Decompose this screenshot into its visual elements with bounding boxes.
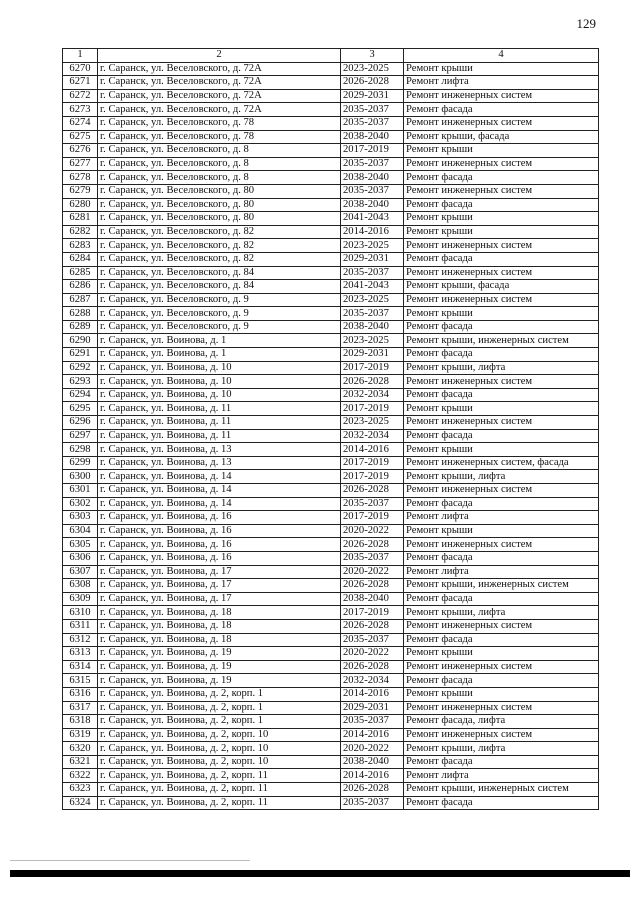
header-cell-period: 3 xyxy=(341,49,404,63)
cell-number: 6296 xyxy=(63,416,98,430)
cell-address: г. Саранск, ул. Веселовского, д. 78 xyxy=(98,116,341,130)
table-row xyxy=(63,633,599,647)
cell-number: 6271 xyxy=(63,76,98,90)
cell-work: Ремонт инженерных систем xyxy=(404,660,599,674)
cell-number: 6292 xyxy=(63,361,98,375)
cell-address: г. Саранск, ул. Воинова, д. 2, корп. 1 xyxy=(98,687,341,701)
cell-number: 6297 xyxy=(63,429,98,443)
cell-number: 6304 xyxy=(63,524,98,538)
cell-address: г. Саранск, ул. Веселовского, д. 80 xyxy=(98,212,341,226)
cell-number: 6312 xyxy=(63,633,98,647)
cell-address: г. Саранск, ул. Воинова, д. 10 xyxy=(98,388,341,402)
table-row xyxy=(63,565,599,579)
cell-address: г. Саранск, ул. Воинова, д. 17 xyxy=(98,565,341,579)
table-row xyxy=(63,728,599,742)
cell-period: 2014-2016 xyxy=(341,769,404,783)
cell-period: 2023-2025 xyxy=(341,293,404,307)
table-row xyxy=(63,361,599,375)
cell-work: Ремонт крыши xyxy=(404,524,599,538)
cell-address: г. Саранск, ул. Веселовского, д. 9 xyxy=(98,307,341,321)
cell-number: 6311 xyxy=(63,619,98,633)
cell-work: Ремонт крыши, инженерных систем xyxy=(404,334,599,348)
cell-period: 2035-2037 xyxy=(341,497,404,511)
cell-address: г. Саранск, ул. Воинова, д. 19 xyxy=(98,660,341,674)
cell-work: Ремонт крыши, лифта xyxy=(404,606,599,620)
cell-period: 2023-2025 xyxy=(341,416,404,430)
table-row xyxy=(63,184,599,198)
cell-period: 2038-2040 xyxy=(341,198,404,212)
cell-work: Ремонт инженерных систем xyxy=(404,266,599,280)
page-number: 129 xyxy=(576,16,596,31)
table-row xyxy=(63,619,599,633)
cell-address: г. Саранск, ул. Веселовского, д. 72А xyxy=(98,89,341,103)
cell-number: 6288 xyxy=(63,307,98,321)
table-row xyxy=(63,62,599,76)
cell-work: Ремонт фасада xyxy=(404,171,599,185)
cell-number: 6295 xyxy=(63,402,98,416)
cell-number: 6272 xyxy=(63,89,98,103)
cell-period: 2041-2043 xyxy=(341,280,404,294)
footer-thin-line xyxy=(10,860,250,861)
cell-address: г. Саранск, ул. Веселовского, д. 80 xyxy=(98,184,341,198)
table-row xyxy=(63,293,599,307)
cell-work: Ремонт крыши xyxy=(404,307,599,321)
cell-period: 2026-2028 xyxy=(341,660,404,674)
cell-address: г. Саранск, ул. Воинова, д. 10 xyxy=(98,361,341,375)
cell-address: г. Саранск, ул. Воинова, д. 18 xyxy=(98,606,341,620)
cell-period: 2035-2037 xyxy=(341,266,404,280)
cell-period: 2020-2022 xyxy=(341,647,404,661)
cell-work: Ремонт лифта xyxy=(404,76,599,90)
header-cell-work: 4 xyxy=(404,49,599,63)
cell-number: 6287 xyxy=(63,293,98,307)
cell-number: 6283 xyxy=(63,239,98,253)
cell-period: 2035-2037 xyxy=(341,307,404,321)
cell-work: Ремонт инженерных систем xyxy=(404,619,599,633)
table-row xyxy=(63,524,599,538)
cell-work: Ремонт фасада, лифта xyxy=(404,715,599,729)
cell-period: 2014-2016 xyxy=(341,225,404,239)
cell-address: г. Саранск, ул. Воинова, д. 14 xyxy=(98,484,341,498)
table-row xyxy=(63,592,599,606)
repair-schedule-table xyxy=(62,48,599,810)
cell-work: Ремонт крыши, фасада xyxy=(404,130,599,144)
cell-period: 2032-2034 xyxy=(341,429,404,443)
cell-work: Ремонт крыши xyxy=(404,212,599,226)
table-row xyxy=(63,456,599,470)
cell-address: г. Саранск, ул. Веселовского, д. 84 xyxy=(98,266,341,280)
cell-address: г. Саранск, ул. Воинова, д. 17 xyxy=(98,579,341,593)
cell-period: 2038-2040 xyxy=(341,171,404,185)
table-row xyxy=(63,551,599,565)
cell-address: г. Саранск, ул. Воинова, д. 11 xyxy=(98,402,341,416)
cell-number: 6313 xyxy=(63,647,98,661)
cell-address: г. Саранск, ул. Воинова, д. 2, корп. 11 xyxy=(98,783,341,797)
cell-work: Ремонт лифта xyxy=(404,769,599,783)
cell-number: 6319 xyxy=(63,728,98,742)
cell-number: 6322 xyxy=(63,769,98,783)
cell-address: г. Саранск, ул. Веселовского, д. 82 xyxy=(98,252,341,266)
cell-work: Ремонт инженерных систем xyxy=(404,239,599,253)
cell-work: Ремонт фасада xyxy=(404,592,599,606)
cell-address: г. Саранск, ул. Воинова, д. 14 xyxy=(98,497,341,511)
cell-number: 6289 xyxy=(63,320,98,334)
cell-work: Ремонт инженерных систем xyxy=(404,293,599,307)
cell-address: г. Саранск, ул. Воинова, д. 11 xyxy=(98,429,341,443)
table-row xyxy=(63,402,599,416)
cell-number: 6279 xyxy=(63,184,98,198)
cell-period: 2020-2022 xyxy=(341,524,404,538)
cell-work: Ремонт инженерных систем xyxy=(404,728,599,742)
cell-address: г. Саранск, ул. Воинова, д. 13 xyxy=(98,456,341,470)
cell-number: 6281 xyxy=(63,212,98,226)
cell-number: 6284 xyxy=(63,252,98,266)
table-row xyxy=(63,157,599,171)
cell-work: Ремонт инженерных систем xyxy=(404,538,599,552)
cell-address: г. Саранск, ул. Воинова, д. 2, корп. 11 xyxy=(98,796,341,810)
cell-period: 2038-2040 xyxy=(341,130,404,144)
cell-work: Ремонт инженерных систем xyxy=(404,416,599,430)
cell-work: Ремонт крыши, лифта xyxy=(404,470,599,484)
cell-number: 6277 xyxy=(63,157,98,171)
cell-work: Ремонт крыши, лифта xyxy=(404,742,599,756)
cell-number: 6315 xyxy=(63,674,98,688)
cell-period: 2014-2016 xyxy=(341,728,404,742)
cell-work: Ремонт инженерных систем xyxy=(404,484,599,498)
table-row xyxy=(63,660,599,674)
table-row xyxy=(63,674,599,688)
cell-period: 2032-2034 xyxy=(341,674,404,688)
cell-address: г. Саранск, ул. Веселовского, д. 8 xyxy=(98,171,341,185)
cell-address: г. Саранск, ул. Воинова, д. 17 xyxy=(98,592,341,606)
cell-period: 2035-2037 xyxy=(341,633,404,647)
cell-number: 6308 xyxy=(63,579,98,593)
cell-work: Ремонт крыши, лифта xyxy=(404,361,599,375)
cell-period: 2026-2028 xyxy=(341,619,404,633)
cell-address: г. Саранск, ул. Воинова, д. 16 xyxy=(98,551,341,565)
cell-work: Ремонт крыши xyxy=(404,687,599,701)
cell-number: 6291 xyxy=(63,348,98,362)
cell-number: 6286 xyxy=(63,280,98,294)
cell-address: г. Саранск, ул. Воинова, д. 16 xyxy=(98,538,341,552)
table-row xyxy=(63,225,599,239)
cell-period: 2035-2037 xyxy=(341,184,404,198)
table-row xyxy=(63,484,599,498)
cell-work: Ремонт инженерных систем xyxy=(404,116,599,130)
table-row xyxy=(63,755,599,769)
cell-period: 2017-2019 xyxy=(341,456,404,470)
cell-period: 2041-2043 xyxy=(341,212,404,226)
cell-number: 6282 xyxy=(63,225,98,239)
cell-period: 2017-2019 xyxy=(341,606,404,620)
table-row xyxy=(63,647,599,661)
table-row xyxy=(63,606,599,620)
table-row xyxy=(63,280,599,294)
cell-address: г. Саранск, ул. Веселовского, д. 72А xyxy=(98,76,341,90)
cell-period: 2020-2022 xyxy=(341,742,404,756)
cell-period: 2026-2028 xyxy=(341,538,404,552)
table-row xyxy=(63,783,599,797)
cell-address: г. Саранск, ул. Воинова, д. 11 xyxy=(98,416,341,430)
cell-period: 2014-2016 xyxy=(341,443,404,457)
cell-number: 6301 xyxy=(63,484,98,498)
cell-number: 6285 xyxy=(63,266,98,280)
cell-number: 6316 xyxy=(63,687,98,701)
table-row xyxy=(63,266,599,280)
cell-period: 2038-2040 xyxy=(341,755,404,769)
table-row xyxy=(63,348,599,362)
header-row xyxy=(63,49,599,63)
cell-address: г. Саранск, ул. Веселовского, д. 9 xyxy=(98,320,341,334)
cell-address: г. Саранск, ул. Воинова, д. 2, корп. 1 xyxy=(98,715,341,729)
cell-address: г. Саранск, ул. Воинова, д. 13 xyxy=(98,443,341,457)
table-row xyxy=(63,375,599,389)
cell-work: Ремонт инженерных систем xyxy=(404,89,599,103)
cell-number: 6305 xyxy=(63,538,98,552)
table-row xyxy=(63,76,599,90)
cell-number: 6299 xyxy=(63,456,98,470)
table-row xyxy=(63,334,599,348)
cell-address: г. Саранск, ул. Веселовского, д. 72А xyxy=(98,62,341,76)
table-row xyxy=(63,116,599,130)
cell-work: Ремонт лифта xyxy=(404,565,599,579)
table-row xyxy=(63,579,599,593)
table-row xyxy=(63,538,599,552)
cell-number: 6309 xyxy=(63,592,98,606)
cell-number: 6300 xyxy=(63,470,98,484)
cell-work: Ремонт крыши, фасада xyxy=(404,280,599,294)
cell-work: Ремонт фасада xyxy=(404,633,599,647)
table-row xyxy=(63,252,599,266)
cell-period: 2026-2028 xyxy=(341,484,404,498)
cell-number: 6276 xyxy=(63,144,98,158)
cell-number: 6303 xyxy=(63,511,98,525)
cell-address: г. Саранск, ул. Воинова, д. 14 xyxy=(98,470,341,484)
cell-number: 6317 xyxy=(63,701,98,715)
cell-period: 2017-2019 xyxy=(341,470,404,484)
cell-work: Ремонт фасада xyxy=(404,497,599,511)
cell-work: Ремонт фасада xyxy=(404,674,599,688)
table-row xyxy=(63,769,599,783)
table-row xyxy=(63,796,599,810)
cell-work: Ремонт инженерных систем xyxy=(404,184,599,198)
table-row xyxy=(63,470,599,484)
table-row xyxy=(63,443,599,457)
cell-work: Ремонт фасада xyxy=(404,320,599,334)
cell-period: 2020-2022 xyxy=(341,565,404,579)
cell-number: 6321 xyxy=(63,755,98,769)
cell-address: г. Саранск, ул. Веселовского, д. 84 xyxy=(98,280,341,294)
cell-address: г. Саранск, ул. Воинова, д. 2, корп. 11 xyxy=(98,769,341,783)
cell-address: г. Саранск, ул. Веселовского, д. 8 xyxy=(98,144,341,158)
cell-address: г. Саранск, ул. Воинова, д. 2, корп. 10 xyxy=(98,742,341,756)
cell-number: 6302 xyxy=(63,497,98,511)
cell-address: г. Саранск, ул. Веселовского, д. 80 xyxy=(98,198,341,212)
cell-period: 2038-2040 xyxy=(341,592,404,606)
cell-work: Ремонт лифта xyxy=(404,511,599,525)
cell-work: Ремонт инженерных систем xyxy=(404,701,599,715)
cell-work: Ремонт крыши xyxy=(404,402,599,416)
cell-work: Ремонт крыши xyxy=(404,225,599,239)
cell-work: Ремонт крыши xyxy=(404,647,599,661)
table-row xyxy=(63,212,599,226)
cell-period: 2038-2040 xyxy=(341,320,404,334)
cell-period: 2035-2037 xyxy=(341,157,404,171)
table-row xyxy=(63,715,599,729)
cell-period: 2035-2037 xyxy=(341,715,404,729)
table-row xyxy=(63,130,599,144)
cell-address: г. Саранск, ул. Веселовского, д. 9 xyxy=(98,293,341,307)
cell-number: 6323 xyxy=(63,783,98,797)
cell-period: 2029-2031 xyxy=(341,701,404,715)
cell-period: 2026-2028 xyxy=(341,76,404,90)
cell-period: 2017-2019 xyxy=(341,144,404,158)
cell-address: г. Саранск, ул. Воинова, д. 19 xyxy=(98,647,341,661)
table-row xyxy=(63,198,599,212)
cell-period: 2023-2025 xyxy=(341,239,404,253)
cell-number: 6274 xyxy=(63,116,98,130)
cell-address: г. Саранск, ул. Воинова, д. 2, корп. 10 xyxy=(98,755,341,769)
table-row xyxy=(63,388,599,402)
header-cell-address: 2 xyxy=(98,49,341,63)
cell-address: г. Саранск, ул. Воинова, д. 18 xyxy=(98,633,341,647)
cell-number: 6290 xyxy=(63,334,98,348)
cell-work: Ремонт крыши xyxy=(404,443,599,457)
cell-number: 6298 xyxy=(63,443,98,457)
cell-period: 2035-2037 xyxy=(341,103,404,117)
cell-period: 2017-2019 xyxy=(341,511,404,525)
cell-period: 2023-2025 xyxy=(341,334,404,348)
cell-address: г. Саранск, ул. Воинова, д. 16 xyxy=(98,511,341,525)
cell-period: 2035-2037 xyxy=(341,796,404,810)
cell-number: 6306 xyxy=(63,551,98,565)
table-row xyxy=(63,307,599,321)
table-row xyxy=(63,416,599,430)
cell-period: 2026-2028 xyxy=(341,783,404,797)
cell-address: г. Саранск, ул. Воинова, д. 10 xyxy=(98,375,341,389)
cell-address: г. Саранск, ул. Воинова, д. 2, корп. 1 xyxy=(98,701,341,715)
cell-address: г. Саранск, ул. Веселовского, д. 82 xyxy=(98,239,341,253)
cell-number: 6307 xyxy=(63,565,98,579)
cell-address: г. Саранск, ул. Воинова, д. 1 xyxy=(98,348,341,362)
table-row xyxy=(63,239,599,253)
cell-number: 6318 xyxy=(63,715,98,729)
table-row xyxy=(63,742,599,756)
table-row xyxy=(63,320,599,334)
cell-address: г. Саранск, ул. Воинова, д. 16 xyxy=(98,524,341,538)
cell-work: Ремонт фасада xyxy=(404,252,599,266)
cell-work: Ремонт инженерных систем, фасада xyxy=(404,456,599,470)
cell-address: г. Саранск, ул. Воинова, д. 1 xyxy=(98,334,341,348)
cell-period: 2029-2031 xyxy=(341,348,404,362)
cell-number: 6310 xyxy=(63,606,98,620)
cell-number: 6314 xyxy=(63,660,98,674)
table-row xyxy=(63,103,599,117)
cell-period: 2032-2034 xyxy=(341,388,404,402)
table-row xyxy=(63,171,599,185)
cell-period: 2026-2028 xyxy=(341,579,404,593)
cell-period: 2029-2031 xyxy=(341,252,404,266)
cell-address: г. Саранск, ул. Веселовского, д. 8 xyxy=(98,157,341,171)
cell-number: 6278 xyxy=(63,171,98,185)
cell-address: г. Саранск, ул. Воинова, д. 18 xyxy=(98,619,341,633)
cell-work: Ремонт фасада xyxy=(404,796,599,810)
cell-work: Ремонт фасада xyxy=(404,103,599,117)
cell-period: 2029-2031 xyxy=(341,89,404,103)
table-row xyxy=(63,429,599,443)
cell-work: Ремонт крыши, инженерных систем xyxy=(404,579,599,593)
cell-number: 6320 xyxy=(63,742,98,756)
cell-period: 2035-2037 xyxy=(341,551,404,565)
cell-address: г. Саранск, ул. Воинова, д. 2, корп. 10 xyxy=(98,728,341,742)
cell-number: 6324 xyxy=(63,796,98,810)
cell-number: 6275 xyxy=(63,130,98,144)
cell-work: Ремонт крыши xyxy=(404,144,599,158)
cell-work: Ремонт фасада xyxy=(404,755,599,769)
cell-number: 6273 xyxy=(63,103,98,117)
table-row xyxy=(63,511,599,525)
cell-work: Ремонт инженерных систем xyxy=(404,157,599,171)
cell-work: Ремонт фасада xyxy=(404,551,599,565)
cell-period: 2026-2028 xyxy=(341,375,404,389)
cell-address: г. Саранск, ул. Воинова, д. 19 xyxy=(98,674,341,688)
cell-address: г. Саранск, ул. Веселовского, д. 78 xyxy=(98,130,341,144)
cell-period: 2014-2016 xyxy=(341,687,404,701)
table-row xyxy=(63,701,599,715)
footer-scan-bar xyxy=(10,870,630,877)
cell-work: Ремонт крыши, инженерных систем xyxy=(404,783,599,797)
cell-work: Ремонт инженерных систем xyxy=(404,375,599,389)
table-row xyxy=(63,89,599,103)
header-cell-number: 1 xyxy=(63,49,98,63)
cell-period: 2035-2037 xyxy=(341,116,404,130)
cell-number: 6280 xyxy=(63,198,98,212)
cell-period: 2017-2019 xyxy=(341,402,404,416)
cell-work: Ремонт фасада xyxy=(404,429,599,443)
table-row xyxy=(63,497,599,511)
cell-number: 6293 xyxy=(63,375,98,389)
cell-work: Ремонт фасада xyxy=(404,198,599,212)
table-body xyxy=(63,62,599,810)
cell-number: 6294 xyxy=(63,388,98,402)
cell-work: Ремонт крыши xyxy=(404,62,599,76)
cell-address: г. Саранск, ул. Веселовского, д. 82 xyxy=(98,225,341,239)
cell-period: 2017-2019 xyxy=(341,361,404,375)
cell-number: 6270 xyxy=(63,62,98,76)
cell-work: Ремонт фасада xyxy=(404,348,599,362)
table-row xyxy=(63,144,599,158)
table-row xyxy=(63,687,599,701)
cell-work: Ремонт фасада xyxy=(404,388,599,402)
cell-address: г. Саранск, ул. Веселовского, д. 72А xyxy=(98,103,341,117)
cell-period: 2023-2025 xyxy=(341,62,404,76)
